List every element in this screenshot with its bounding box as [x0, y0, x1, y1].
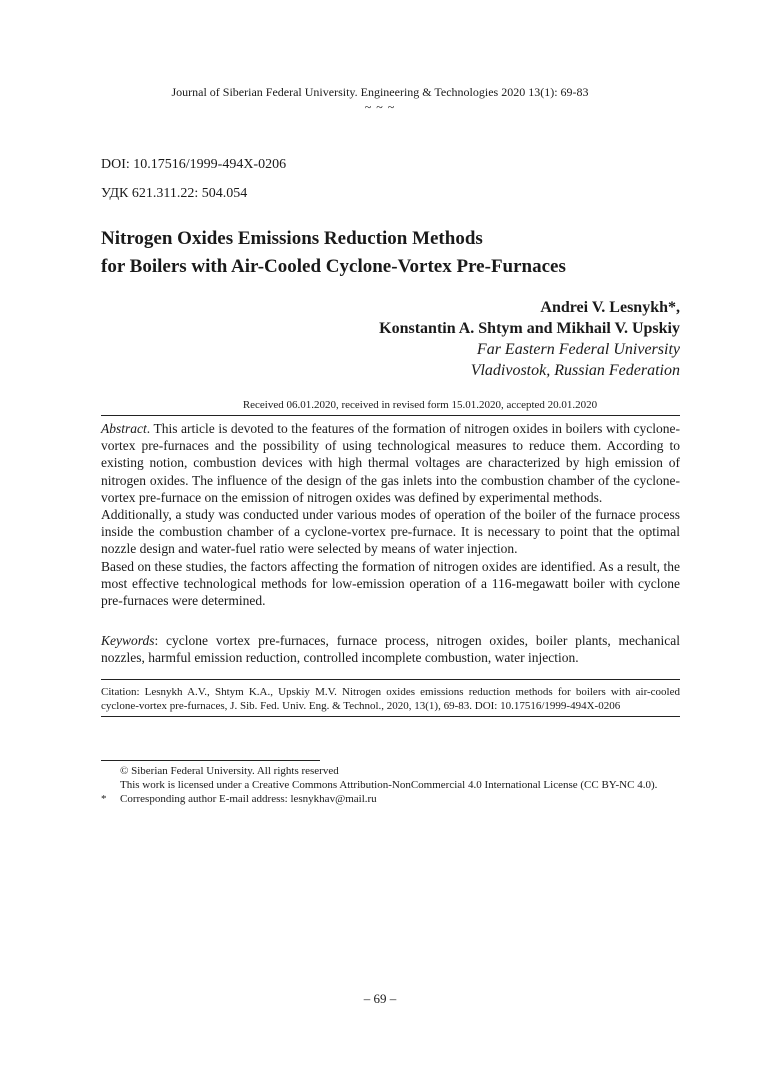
- abstract-para-2: Additionally, a study was conducted under various modes of operation of the boiler of the furnace process inside the combustion chamber of a cyclone-vortex pre-furnace. It is necessary to point that the optimal nozzle design and water-fuel ratio were selected by means of water injection.: [101, 507, 680, 557]
- divider-top: [101, 415, 680, 416]
- copyright-note: © Siberian Federal University. All rights reserved: [120, 765, 339, 777]
- keywords-text: : cyclone vortex pre-furnaces, furnace process, nitrogen oxides, boiler plants, mechanical nozzles, harmful emission reduction, controlled incomplete combustion, water injection.: [101, 633, 680, 666]
- author-line-2: Konstantin A. Shtym and Mikhail V. Upskiy: [379, 320, 680, 337]
- footnote-star: *: [101, 793, 107, 805]
- abstract-label: Abstract: [101, 421, 147, 436]
- authors-block: [379, 297, 680, 381]
- abstract-para-1: [101, 420, 680, 506]
- keywords: [101, 632, 680, 666]
- received-dates: Received 06.01.2020, received in revised form 15.01.2020, accepted 20.01.2020: [242, 399, 598, 411]
- title-line-1: Nitrogen Oxides Emissions Reduction Methods: [101, 228, 483, 249]
- divider-citation-top: [101, 679, 680, 680]
- article-title: [101, 225, 566, 281]
- udk: УДК 621.311.22: 504.054: [101, 186, 248, 201]
- abstract-text-1: . This article is devoted to the features of the formation of nitrogen oxides in boilers with cyclone-vortex pre-furnaces and the possibility of using technological measures to reduce them. According to existing notion, combustion devices with high thermal voltages are characterized by high emission of nitrogen oxides. The influence of the design of the gas inlets into the combustion chamber of the cyclone-vortex pre-furnace on the emission of nitrogen oxides was defined by experimental methods.: [101, 421, 680, 505]
- divider-citation-bottom: [101, 716, 680, 717]
- license-note: This work is licensed under a Creative Commons Attribution-NonCommercial 4.0 International License (CC BY-NC 4.0).: [120, 779, 658, 791]
- title-line-2: for Boilers with Air-Cooled Cyclone-Vortex Pre-Furnaces: [101, 256, 566, 277]
- doi: DOI: 10.17516/1999-494X-0206: [101, 157, 287, 172]
- author-line-1: Andrei V. Lesnykh*,: [540, 299, 680, 316]
- abstract: [101, 420, 680, 609]
- citation: Citation: Lesnykh A.V., Shtym K.A., Upskiy M.V. Nitrogen oxides emissions reduction methods for boilers with air-cooled cyclone-vortex pre-furnaces, J. Sib. Fed. Univ. Eng. & Technol., 2020, 13(1), 69-83. DOI: 10.17516/1999-494X-0206: [101, 686, 680, 712]
- location: Vladivostok, Russian Federation: [470, 362, 680, 379]
- affiliation: Far Eastern Federal University: [476, 341, 680, 358]
- page-number: – 69 –: [363, 991, 397, 1006]
- header-ornament: ~ ~ ~: [364, 100, 396, 114]
- abstract-para-3: Based on these studies, the factors affecting the formation of nitrogen oxides are identified. As a result, the most effective technological methods for low-emission operation of a 116-megawatt boiler with cyclone pre-furnaces were determined.: [101, 558, 680, 609]
- journal-header: Journal of Siberian Federal University. Engineering & Technologies 2020 13(1): 69-83: [171, 85, 589, 99]
- footnote-rule: [101, 760, 320, 761]
- keywords-label: Keywords: [101, 633, 155, 648]
- corresponding-author: Corresponding author E-mail address: lesnykhav@mail.ru: [120, 793, 377, 805]
